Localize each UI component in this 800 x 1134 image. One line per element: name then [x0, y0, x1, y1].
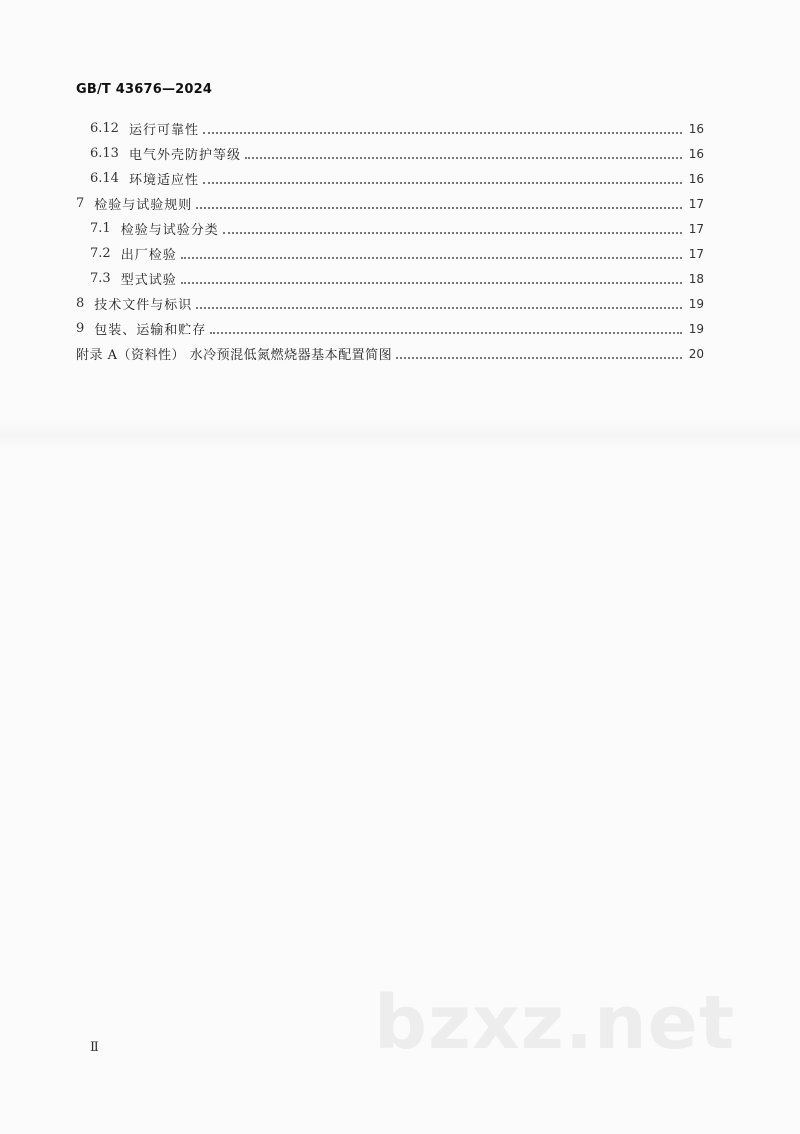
dot-leader — [203, 132, 682, 134]
toc-entry[interactable] — [76, 166, 704, 191]
toc-entry-title: 检验与试验规则 — [94, 198, 193, 213]
toc-entry-title: 包装、运输和贮存 — [94, 323, 207, 338]
dot-leader — [210, 332, 682, 334]
dot-leader — [203, 182, 682, 184]
toc-entry[interactable] — [76, 216, 704, 241]
toc-entry-number: 7.1 — [90, 221, 111, 236]
toc-entry-number: 7.3 — [90, 271, 111, 286]
toc-entry-number: 7 — [76, 196, 85, 211]
toc-entry-title: 环境适应性 — [128, 173, 199, 188]
toc-entry-number: 6.12 — [90, 121, 119, 136]
toc-entry-page: 18 — [688, 271, 704, 286]
dot-leader — [245, 157, 682, 159]
toc-entry[interactable] — [76, 291, 704, 316]
toc-entry-number: 9 — [76, 321, 85, 336]
toc-entry[interactable] — [76, 116, 704, 141]
toc-entry-title: 检验与试验分类 — [120, 223, 219, 238]
toc-entry-page: 20 — [688, 346, 704, 361]
toc-entry-number: 6.14 — [90, 171, 119, 186]
dot-leader — [181, 282, 682, 284]
toc-entry-title: 附录 A（资料性） 水冷预混低氮燃烧器基本配置简图 — [76, 348, 393, 363]
toc-entry-page: 17 — [688, 221, 704, 236]
standard-code-header: GB/T 43676—2024 — [76, 82, 213, 97]
toc-entry-title: 运行可靠性 — [128, 123, 199, 138]
toc-entry-number: 7.2 — [90, 246, 111, 261]
page-fold-shadow — [0, 420, 800, 450]
dot-leader — [223, 232, 682, 234]
toc-entry[interactable] — [76, 141, 704, 166]
page-number: Ⅱ — [90, 1040, 99, 1055]
toc-entry-page: 19 — [688, 321, 704, 336]
toc-entry[interactable] — [76, 241, 704, 266]
dot-leader — [396, 357, 682, 359]
table-of-contents — [76, 116, 704, 366]
toc-entry-number: 6.13 — [90, 146, 119, 161]
toc-entry-title: 电气外壳防护等级 — [128, 148, 241, 163]
toc-entry-page: 16 — [688, 171, 704, 186]
watermark: bzxz.net — [374, 980, 736, 1066]
toc-entry[interactable] — [76, 266, 704, 291]
toc-entry-page: 16 — [688, 146, 704, 161]
toc-entry-appendix[interactable] — [76, 341, 704, 366]
dot-leader — [196, 307, 682, 309]
toc-entry-page: 17 — [688, 246, 704, 261]
dot-leader — [181, 257, 682, 259]
dot-leader — [196, 207, 682, 209]
toc-entry-title: 技术文件与标识 — [94, 298, 193, 313]
toc-entry-title: 型式试验 — [120, 273, 177, 288]
toc-entry-page: 19 — [688, 296, 704, 311]
toc-entry-page: 16 — [688, 121, 704, 136]
toc-entry[interactable] — [76, 316, 704, 341]
toc-entry[interactable] — [76, 191, 704, 216]
toc-entry-page: 17 — [688, 196, 704, 211]
toc-entry-number: 8 — [76, 296, 85, 311]
toc-entry-title: 出厂检验 — [120, 248, 177, 263]
